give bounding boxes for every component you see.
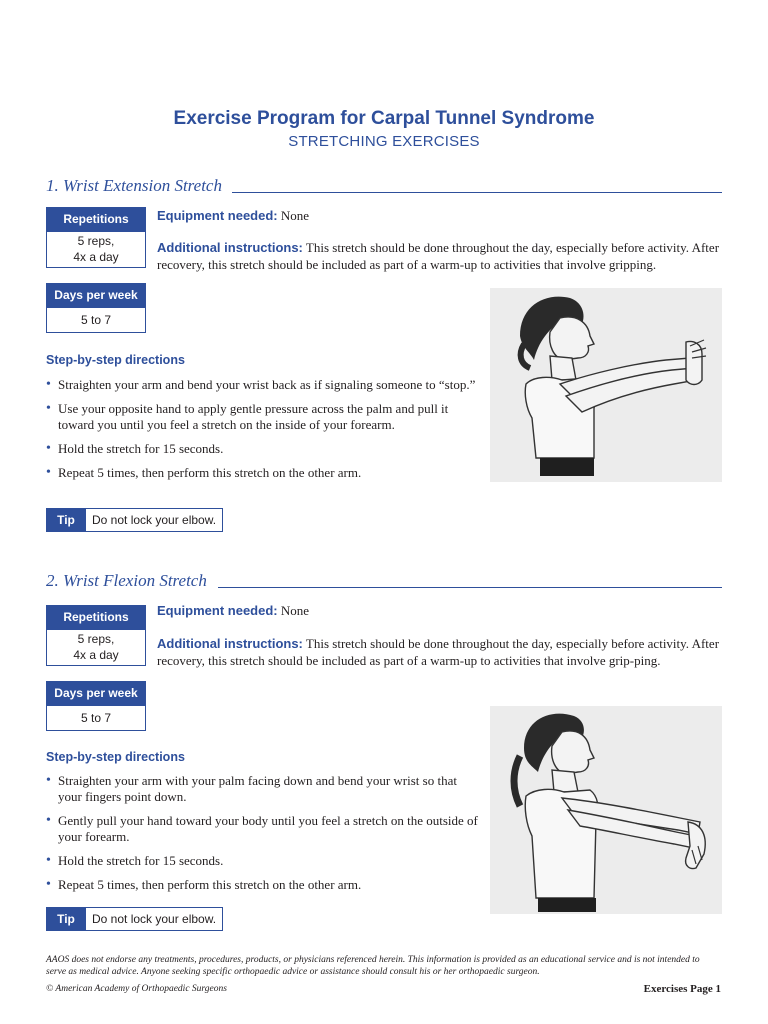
heading-rule [232,192,722,193]
days-per-week-box [46,681,146,731]
step-item: • Straighten your arm with your palm facing down and bend your wrist so that your fingers point down. [46,773,480,805]
tip-box [46,508,223,532]
repetitions-label: Repetitions [46,605,146,630]
step-item: • Straighten your arm and bend your wrist back as if signaling someone to “stop.” [46,377,480,393]
repetitions-value: 5 reps, 4x a day [46,630,146,666]
equipment-value: None [277,603,310,618]
tip-box [46,907,223,931]
exercise-heading [46,176,722,196]
exercise-heading [46,571,722,591]
tip-label: Tip [46,508,86,532]
repetitions-value: 5 reps, 4x a day [46,232,146,268]
step-item: • Hold the stretch for 15 seconds. [46,441,480,457]
steps-list [46,773,480,901]
days-per-week-label: Days per week [46,681,146,706]
equipment-info [157,207,723,224]
document-subtitle: STRETCHING EXERCISES [288,133,480,150]
additional-label: Additional instructions: [157,240,303,255]
copyright: © American Academy of Orthopaedic Surgeons [46,984,227,994]
wrist-extension-illustration [490,288,722,482]
step-item: • Use your opposite hand to apply gentle pressure across the palm and pull it toward you until you feel a stretch on the inside of your forearm. [46,401,480,433]
tip-text: Do not lock your elbow. [86,907,223,931]
step-item: • Hold the stretch for 15 seconds. [46,853,480,869]
equipment-info [157,602,723,619]
wrist-flexion-illustration [490,706,722,914]
equipment-label: Equipment needed: [157,603,278,618]
step-item: • Gently pull your hand toward your body until you feel a stretch on the outside of your forearm. [46,813,480,845]
equipment-label: Equipment needed: [157,208,278,223]
additional-value: This stretch should be done throughout the day, especially before activity. After recovery, this stretch should be included as part of a warm-up to activities that involve gripping. [157,240,720,272]
page-number: Exercises Page 1 [643,983,721,995]
tip-label: Tip [46,907,86,931]
step-item: • Repeat 5 times, then perform this stretch on the other arm. [46,465,480,481]
days-per-week-value: 5 to 7 [46,706,146,731]
exercise-heading-text: 2. Wrist Flexion Stretch [46,571,207,590]
step-item: • Repeat 5 times, then perform this stretch on the other arm. [46,877,480,893]
exercise-heading-text: 1. Wrist Extension Stretch [46,176,222,195]
days-per-week-label: Days per week [46,283,146,308]
disclaimer: AAOS does not endorse any treatments, procedures, products, or physicians referenced herein. This information is provided as an educational service and is not intended to serve as medical advice. Anyone seeking specific orthopaedic advice or assistance should consult his or her orthopaedic surgeon. [46,955,700,977]
heading-rule [218,587,722,588]
document-title: Exercise Program for Carpal Tunnel Syndrome [173,108,595,129]
equipment-value: None [277,208,310,223]
steps-title: Step-by-step directions [46,353,185,367]
tip-text: Do not lock your elbow. [86,508,223,532]
repetitions-label: Repetitions [46,207,146,232]
additional-value: This stretch should be done throughout the day, especially before activity. After recovery, this stretch should be included as part of a warm-up to activities that involve grip-ping. [157,636,720,668]
repetitions-box [46,207,146,268]
additional-instructions [157,635,723,669]
days-per-week-box [46,283,146,333]
additional-instructions [157,239,723,273]
repetitions-box [46,605,146,666]
days-per-week-value: 5 to 7 [46,308,146,333]
steps-list [46,377,480,489]
steps-title: Step-by-step directions [46,750,185,764]
additional-label: Additional instructions: [157,636,303,651]
